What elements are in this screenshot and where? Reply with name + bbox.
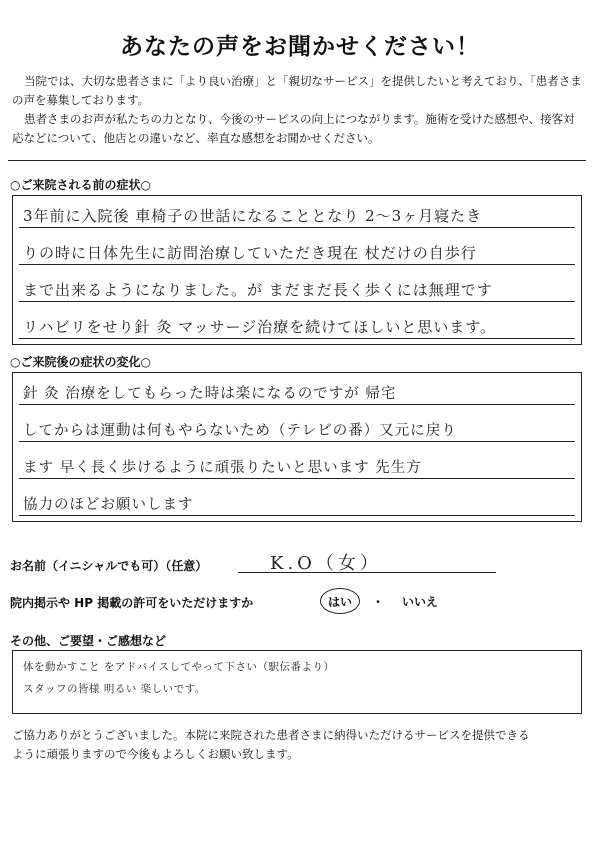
before-symptoms-box[interactable] <box>12 195 582 345</box>
handwritten-line: 協力のほどお願いします <box>23 497 194 513</box>
section-after-label: ○ご来院後の症状の変化○ <box>10 355 151 369</box>
handwritten-line: まで出来るようになりました。が まだまだ長く歩くには無理です <box>23 281 493 299</box>
name-underline <box>238 572 496 573</box>
intro-paragraph-1: 当院では、大切な患者さまに「より良い治療」と「親切なサービス」を提供したいと考えており、「患者さまの声を募集しております。 <box>12 74 582 107</box>
handwritten-line: 針 灸 治療をしてもらった時は楽になるのですが 帰宅 <box>23 386 397 402</box>
ruled-line <box>19 404 575 405</box>
ruled-line <box>19 264 575 265</box>
page-title: あなたの声をお聞かせください！ <box>120 34 480 60</box>
name-label: お名前（イニシャルでも可）（任意） <box>10 559 208 573</box>
permission-yes-option[interactable]: はい <box>328 595 353 609</box>
thanks-line-2: ように頑張りますので今後もよろしくお願い致します。 <box>12 747 299 761</box>
handwritten-line: してからは運動は何もやらないため（テレビの番）又元に戻り <box>23 423 457 439</box>
after-changes-box[interactable] <box>12 372 582 522</box>
divider <box>8 160 586 161</box>
handwritten-line: 3年前に入院後 車椅子の世話になることとなり 2～3ヶ月寝たき <box>23 207 483 225</box>
ruled-line <box>19 515 575 516</box>
permission-label: 院内掲示や HP 掲載の許可をいただけますか <box>10 596 254 610</box>
handwritten-line: 体を動かすこと をアドバイスしてやって下さい（駅伝番より） <box>23 661 335 673</box>
handwritten-line: スタッフの皆様 明るい 楽しいです。 <box>23 683 206 695</box>
ruled-line <box>19 338 575 339</box>
permission-separator: ・ <box>372 595 385 609</box>
section-before-label: ○ご来院される前の症状○ <box>10 178 151 192</box>
ruled-line <box>19 478 575 479</box>
thanks-line-1: ご協力ありがとうございました。本院に来院された患者さまに納得いただけるサービスを提供できる <box>12 728 530 742</box>
permission-no-option[interactable]: いいえ <box>402 595 439 609</box>
section-other-label: その他、ご要望・ご感想など <box>10 634 167 648</box>
handwritten-line: りの時に日体先生に訪問治療していただき現在 杖だけの自歩行 <box>23 244 477 262</box>
thanks-text <box>12 726 587 764</box>
intro-text <box>12 72 582 148</box>
handwritten-line: ます 早く長く歩けるように頑張りたいと思います 先生方 <box>23 460 422 476</box>
intro-paragraph-2: 患者さまのお声が私たちの力となり、今後のサービスの向上につながります。施術を受けた感想や、接客対応などについて、他店との違いなど、率直な感想をお聞かせください。 <box>12 112 575 145</box>
handwritten-line: リハビリをせり針 灸 マッサージ治療を続けてほしいと思います。 <box>23 318 496 336</box>
ruled-line <box>19 441 575 442</box>
ruled-line <box>19 301 575 302</box>
name-value[interactable]: K.O（女） <box>270 553 382 574</box>
ruled-line <box>19 227 575 228</box>
other-comments-box[interactable] <box>12 650 582 714</box>
